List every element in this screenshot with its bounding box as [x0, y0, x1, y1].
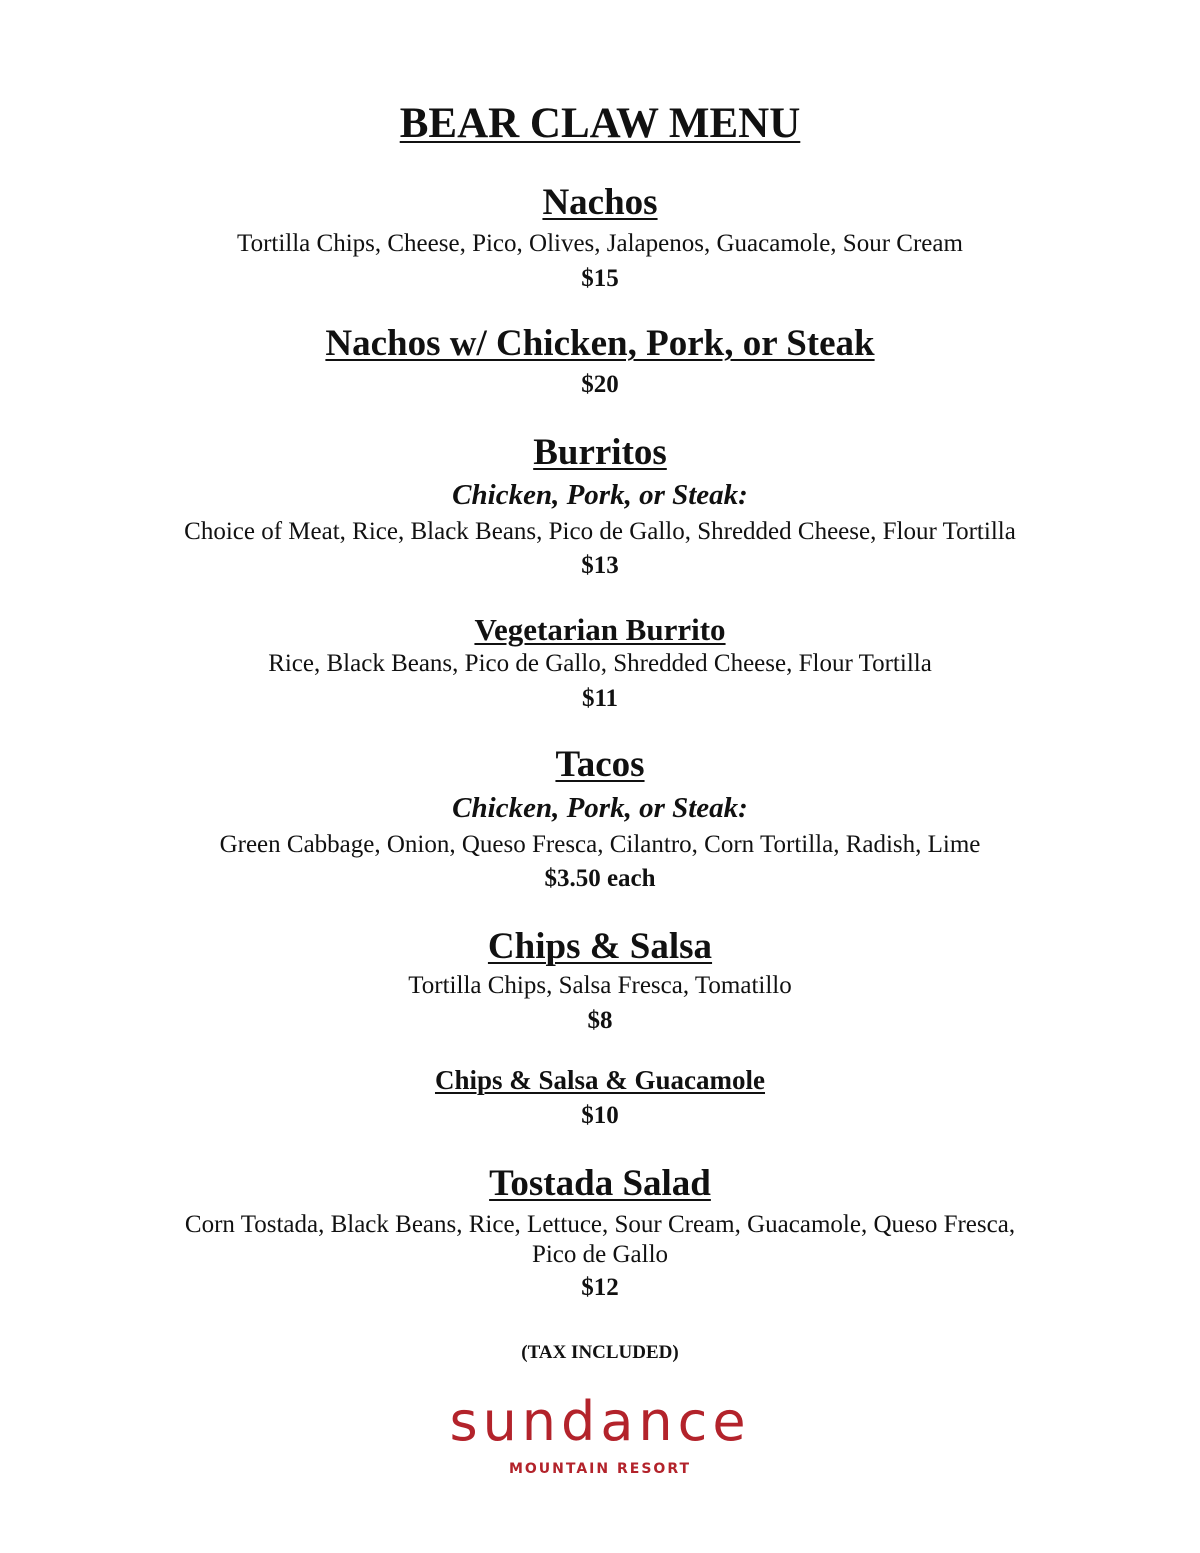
nachos-price: $15 — [581, 265, 619, 292]
tacos-description: Green Cabbage, Onion, Queso Fresca, Cilantro, Corn Tortilla, Radish, Lime — [219, 831, 981, 858]
tacos-heading: Tacos — [555, 744, 645, 785]
nachos-meat-price: $20 — [581, 371, 619, 398]
sundance-logo-tagline: MOUNTAIN RESORT — [508, 1461, 692, 1477]
tostada-heading: Tostada Salad — [489, 1163, 711, 1204]
chips-salsa-guac-price: $10 — [581, 1102, 619, 1129]
chips-salsa-heading: Chips & Salsa — [487, 926, 713, 967]
chips-salsa-guac-heading: Chips & Salsa & Guacamole — [434, 1065, 766, 1095]
menu-title: BEAR CLAW MENU — [399, 100, 801, 147]
veg-burrito-price: $11 — [581, 685, 619, 712]
chips-salsa-price: $8 — [587, 1007, 613, 1034]
nachos-description: Tortilla Chips, Cheese, Pico, Olives, Jalapenos, Guacamole, Sour Cream — [237, 230, 963, 257]
tacos-price: $3.50 each — [544, 865, 656, 892]
burritos-price: $13 — [581, 552, 619, 579]
tostada-description-line1: Corn Tostada, Black Beans, Rice, Lettuce, Sour Cream, Guacamole, Queso Fresca, — [184, 1211, 1016, 1238]
burritos-heading: Burritos — [533, 432, 667, 473]
burritos-subhead: Chicken, Pork, or Steak: — [452, 479, 748, 511]
chips-salsa-description: Tortilla Chips, Salsa Fresca, Tomatillo — [408, 972, 792, 999]
veg-burrito-heading: Vegetarian Burrito — [474, 612, 726, 647]
burritos-description: Choice of Meat, Rice, Black Beans, Pico de Gallo, Shredded Cheese, Flour Tortilla — [184, 518, 1016, 545]
tacos-subhead: Chicken, Pork, or Steak: — [452, 792, 748, 824]
veg-burrito-description: Rice, Black Beans, Pico de Gallo, Shredded Cheese, Flour Tortilla — [268, 650, 932, 677]
tostada-price: $12 — [581, 1274, 619, 1301]
nachos-meat-heading: Nachos w/ Chicken, Pork, or Steak — [325, 323, 875, 364]
sundance-logo-wordmark: sundance — [449, 1390, 751, 1453]
tostada-description-line2: Pico de Gallo — [531, 1241, 669, 1268]
tax-note: (TAX INCLUDED) — [521, 1342, 679, 1363]
nachos-heading: Nachos — [542, 182, 658, 223]
